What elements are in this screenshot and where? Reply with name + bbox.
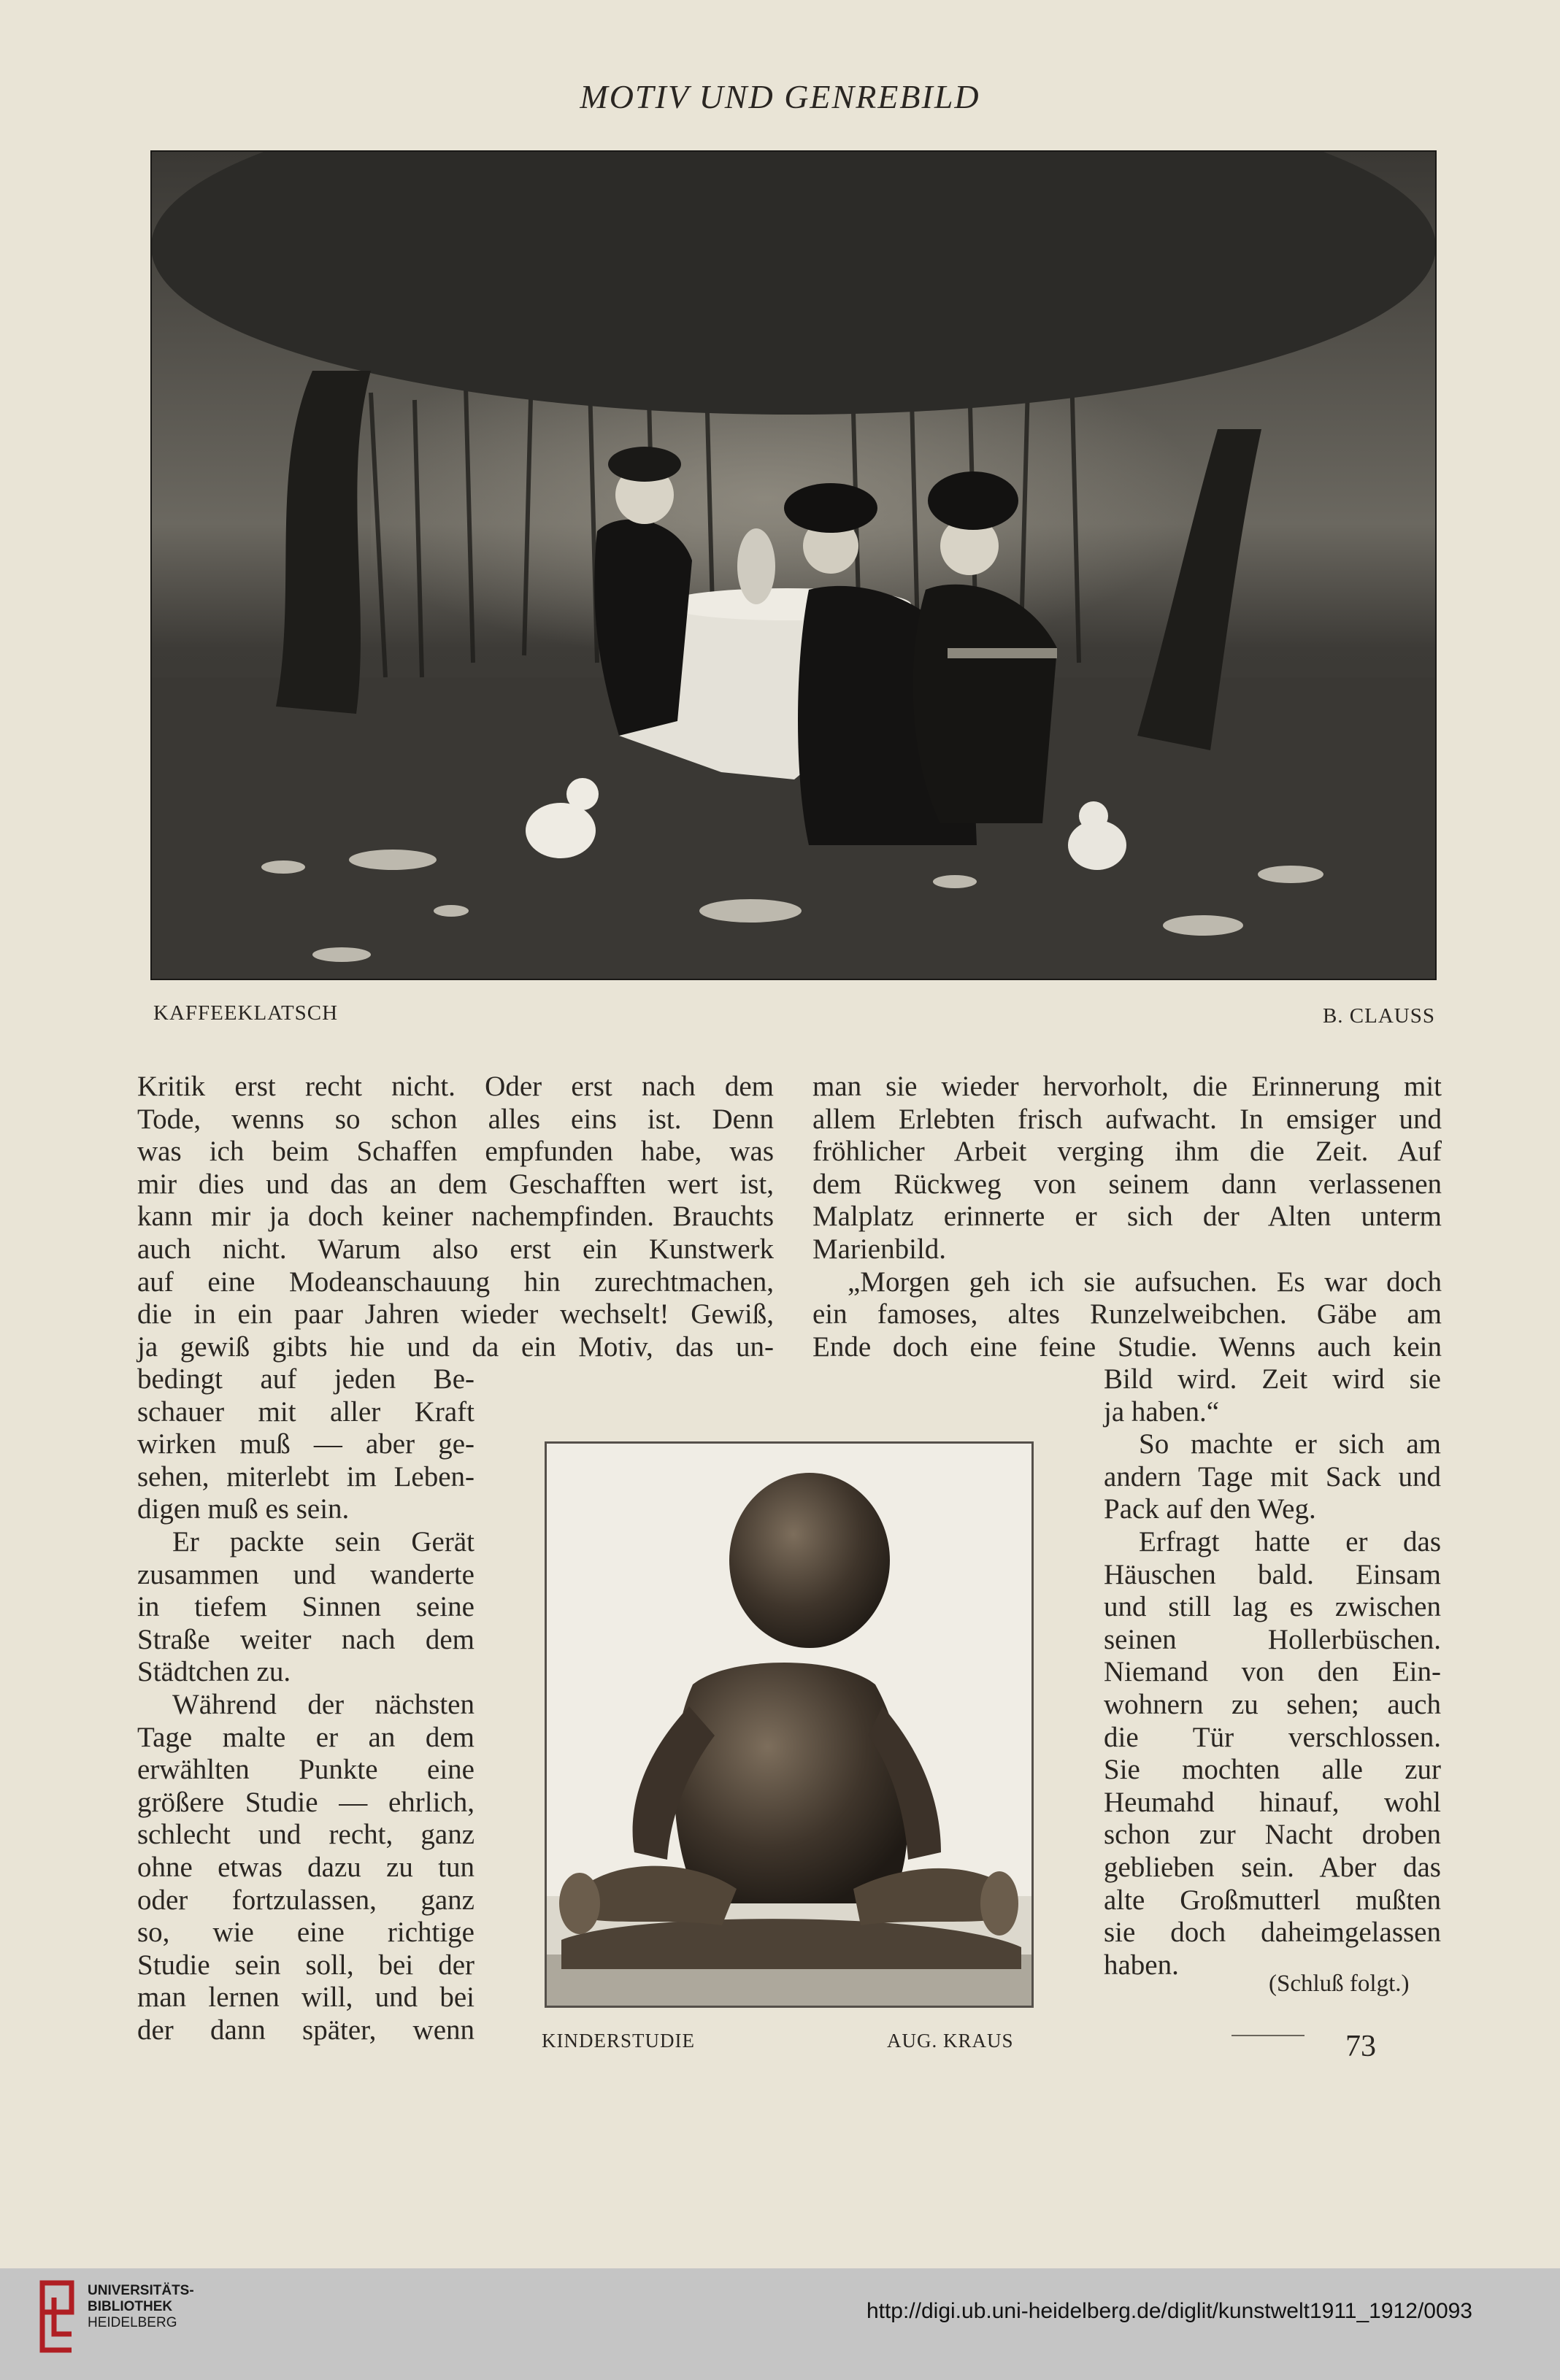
painting-kaffeeklatsch: [152, 152, 1435, 979]
text-line: Städtchen zu.: [137, 1656, 291, 1688]
text-line: Niemand von den Ein-: [1104, 1656, 1441, 1688]
library-logo-icon: [35, 2276, 79, 2361]
text-line: ja haben.“: [1104, 1395, 1220, 1428]
photo-kinderstudie: [545, 1441, 1034, 2008]
text-line: schon zur Nacht droben: [1104, 1819, 1441, 1851]
right-column-narrow: [1104, 1363, 1441, 1982]
text-line: Marienbild.: [812, 1233, 947, 1265]
text-line: allem Erlebten frisch aufwacht. In emsiger und: [812, 1103, 1442, 1135]
text-line: was ich beim Schaffen empfunden habe, was: [137, 1136, 774, 1168]
figure1-artist: B. CLAUSS: [1322, 1004, 1435, 1028]
text-line: zusammen und wanderte: [137, 1558, 474, 1590]
text-line: Tode, wenns so schon alles eins ist. Denn: [137, 1103, 774, 1135]
text-line: kann mir ja doch keiner nachempfinden. Brauchts: [137, 1201, 774, 1233]
text-line: so, wie eine richtige: [137, 1917, 474, 1949]
text-line: man lernen will, und bei: [137, 1982, 474, 2014]
text-line: Kritik erst recht nicht. Oder erst nach dem: [137, 1071, 774, 1102]
end-rule: [1232, 2035, 1305, 2036]
text-line: sehen, miterlebt im Leben-: [137, 1460, 474, 1493]
text-line: Er packte sein Gerät: [172, 1525, 474, 1557]
library-name-line: HEIDELBERG: [88, 2315, 177, 2330]
library-name-line: UNIVERSITÄTS-: [88, 2283, 194, 2298]
library-name-line: BIBLIOTHEK: [88, 2299, 173, 2314]
text-line: und still lag es zwischen: [1104, 1591, 1441, 1623]
text-line: mir dies und das an dem Geschafften wert ist,: [137, 1168, 774, 1200]
text-line: sie doch daheimgelassen: [1104, 1917, 1441, 1949]
text-line: in tiefem Sinnen seine: [137, 1591, 474, 1623]
text-line: alte Großmutterl mußten: [1104, 1884, 1441, 1916]
text-line: der dann später, wenn: [137, 2014, 474, 2046]
text-line: Straße weiter nach dem: [137, 1623, 474, 1655]
text-line: Tage malte er an dem: [137, 1721, 474, 1753]
text-line: „Morgen geh ich sie aufsuchen. Es war doch: [848, 1266, 1442, 1298]
text-line: die Tür verschlossen.: [1104, 1721, 1441, 1753]
text-line: schlecht und recht, ganz: [137, 1819, 474, 1851]
text-line: Malplatz erinnerte er sich der Alten unterm: [812, 1201, 1442, 1233]
text-line: ohne etwas dazu zu tun: [137, 1851, 474, 1883]
text-line: die in ein paar Jahren wieder wechselt! Gewiß,: [137, 1298, 774, 1330]
text-line: wohnern zu sehen; auch: [1104, 1688, 1441, 1720]
text-line: Ende doch eine feine Studie. Wenns auch kein: [812, 1330, 1442, 1363]
text-line: andern Tage mit Sack und: [1104, 1460, 1441, 1493]
text-line: Pack auf den Weg.: [1104, 1493, 1316, 1525]
text-line: Heumahd hinauf, wohl: [1104, 1786, 1441, 1818]
running-header: MOTIV UND GENREBILD: [580, 78, 980, 115]
figure2-artist: AUG. KRAUS: [887, 2030, 1014, 2052]
text-line: seinen Hollerbüschen.: [1104, 1623, 1441, 1655]
text-line: auf eine Modeanschauung hin zurechtmachen,: [137, 1266, 774, 1298]
text-line: oder fortzulassen, ganz: [137, 1884, 474, 1916]
text-line: ein famoses, altes Runzelweibchen. Gäbe am: [812, 1298, 1442, 1330]
text-line: haben.: [1104, 1949, 1179, 1981]
sculpture-illustration: [547, 1444, 1031, 2006]
figure1-title: KAFFEEKLATSCH: [153, 1001, 339, 1025]
text-line: Studie sein soll, bei der: [137, 1949, 474, 1981]
text-line: man sie wieder hervorholt, die Erinnerung mit: [812, 1071, 1442, 1102]
text-line: bedingt auf jeden Be-: [137, 1363, 474, 1395]
library-name: [88, 2283, 194, 2331]
text-line: digen muß es sein.: [137, 1493, 350, 1525]
source-url-link[interactable]: http://digi.ub.uni-heidelberg.de/diglit/kunstwelt1911_1912/0093: [866, 2299, 1472, 2323]
text-line: größere Studie — ehrlich,: [137, 1786, 474, 1818]
text-line: dem Rückweg von seinem dann verlassenen: [812, 1168, 1442, 1200]
text-line: wirken muß — aber ge-: [137, 1428, 474, 1460]
text-line: auch nicht. Warum also erst ein Kunstwerk: [137, 1233, 774, 1265]
text-line: erwählten Punkte eine: [137, 1754, 474, 1786]
painting-illustration: [152, 152, 1435, 979]
left-column-narrow: [137, 1363, 474, 2046]
library-footer-bar: [0, 2268, 1560, 2380]
text-line: Häuschen bald. Einsam: [1104, 1558, 1441, 1590]
text-line: Erfragt hatte er das: [1139, 1525, 1441, 1557]
text-line: schauer mit aller Kraft: [137, 1395, 474, 1428]
page-number: 73: [1345, 2030, 1376, 2063]
text-line: geblieben sein. Aber das: [1104, 1851, 1441, 1883]
continued-note: (Schluß folgt.): [1269, 1971, 1410, 1997]
text-line: fröhlicher Arbeit verging ihm die Zeit. Auf: [812, 1136, 1442, 1168]
text-line: ja gewiß gibts hie und da ein Motiv, das un-: [137, 1330, 774, 1363]
text-line: So machte er sich am: [1139, 1428, 1441, 1460]
right-column-top: [812, 1071, 1442, 1363]
text-line: Bild wird. Zeit wird sie: [1104, 1363, 1441, 1395]
text-line: Sie mochten alle zur: [1104, 1754, 1441, 1786]
text-line: Während der nächsten: [172, 1688, 474, 1720]
left-column-top: [137, 1071, 774, 1363]
figure2-title: KINDERSTUDIE: [542, 2030, 695, 2052]
